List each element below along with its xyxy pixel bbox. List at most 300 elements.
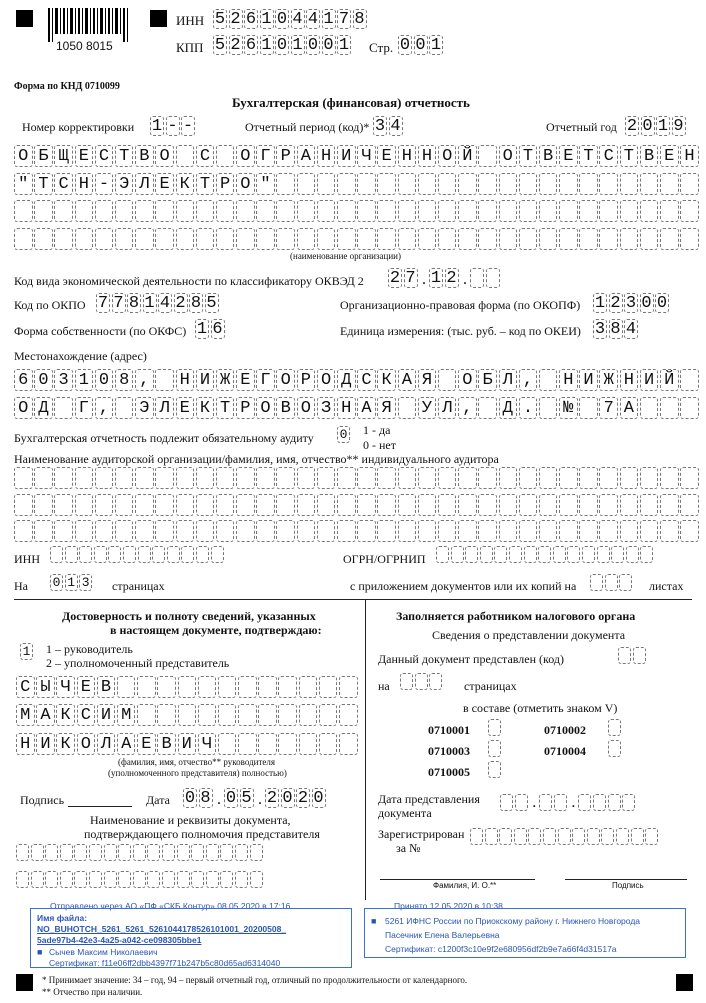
cell[interactable] (317, 494, 336, 516)
cell[interactable] (95, 467, 114, 489)
cell[interactable] (499, 467, 518, 489)
cell[interactable] (176, 494, 195, 516)
cell[interactable] (559, 520, 578, 542)
cell[interactable] (75, 228, 94, 250)
cell[interactable] (95, 494, 114, 516)
cell[interactable] (660, 200, 679, 222)
cell[interactable] (579, 173, 598, 195)
cell[interactable] (236, 200, 255, 222)
cell[interactable] (559, 173, 578, 195)
cell[interactable] (278, 704, 297, 726)
cell[interactable] (299, 676, 318, 698)
cell[interactable]: 5 (214, 35, 226, 55)
cell[interactable] (377, 494, 396, 516)
cell[interactable]: - (167, 116, 178, 136)
cell[interactable] (579, 200, 598, 222)
cell[interactable]: 8 (354, 9, 365, 29)
cell[interactable] (104, 871, 117, 888)
cell[interactable] (258, 733, 277, 755)
cell[interactable] (75, 200, 94, 222)
cell[interactable] (337, 520, 356, 542)
cell[interactable] (478, 173, 497, 195)
cell[interactable] (640, 520, 659, 542)
cell[interactable]: 1 (657, 116, 669, 136)
cell[interactable]: О (14, 145, 33, 167)
cell[interactable]: 1 (430, 35, 442, 55)
cell[interactable] (680, 200, 699, 222)
cell[interactable] (478, 397, 497, 419)
cell[interactable] (178, 704, 197, 726)
cell[interactable] (620, 228, 639, 250)
cell[interactable] (640, 494, 659, 516)
cell[interactable] (559, 200, 578, 222)
cell[interactable] (470, 268, 484, 288)
cell[interactable]: 1 (20, 643, 33, 660)
cell[interactable]: 2 (175, 293, 186, 313)
cell[interactable] (458, 494, 477, 516)
cell[interactable] (31, 844, 44, 861)
cell[interactable] (339, 704, 358, 726)
cell[interactable]: Й (458, 145, 477, 167)
cell[interactable] (660, 228, 679, 250)
cell[interactable]: Г (75, 397, 94, 419)
cell[interactable]: 0 (50, 574, 63, 591)
cell[interactable] (514, 828, 527, 845)
cell[interactable] (198, 676, 217, 698)
cell[interactable]: 8 (115, 369, 134, 391)
cell[interactable]: 0 (95, 369, 114, 391)
cell[interactable]: А (117, 733, 136, 755)
cell[interactable] (680, 520, 699, 542)
cell[interactable] (34, 494, 53, 516)
cell[interactable]: 1 (196, 319, 208, 339)
cell[interactable] (438, 369, 457, 391)
cell[interactable] (14, 520, 33, 542)
cell[interactable]: 8 (128, 293, 140, 313)
cell[interactable]: " (14, 173, 33, 195)
cell[interactable] (135, 494, 154, 516)
cell[interactable] (297, 520, 316, 542)
cell[interactable]: К (196, 397, 215, 419)
cell[interactable] (54, 494, 73, 516)
cell[interactable] (524, 546, 537, 563)
cell[interactable] (250, 844, 263, 861)
cell[interactable] (519, 494, 538, 516)
cell[interactable] (216, 145, 235, 167)
cell[interactable] (539, 200, 558, 222)
form-0710002-cell[interactable] (608, 719, 623, 736)
cell[interactable] (398, 467, 417, 489)
cell[interactable] (45, 871, 58, 888)
cell[interactable] (238, 676, 257, 698)
cell[interactable] (499, 494, 518, 516)
cell[interactable]: А (357, 397, 376, 419)
cell[interactable] (299, 733, 318, 755)
cell[interactable] (191, 844, 204, 861)
cell[interactable] (157, 676, 176, 698)
cell[interactable]: А (297, 145, 316, 167)
cell[interactable] (167, 546, 180, 563)
cell[interactable] (45, 844, 58, 861)
cell[interactable] (206, 844, 219, 861)
cell[interactable] (377, 467, 396, 489)
cell[interactable] (539, 228, 558, 250)
cell[interactable] (133, 844, 146, 861)
cell[interactable] (319, 733, 338, 755)
cell[interactable]: 1 (75, 369, 94, 391)
cell[interactable]: " (256, 173, 275, 195)
cell[interactable]: 7 (405, 268, 416, 288)
cell[interactable] (478, 228, 497, 250)
cell[interactable] (488, 761, 501, 778)
cell[interactable]: О (155, 145, 174, 167)
cell[interactable]: Ч (56, 676, 75, 698)
cell[interactable] (176, 520, 195, 542)
cell[interactable] (478, 467, 497, 489)
cell[interactable] (276, 173, 295, 195)
cell[interactable]: Н (559, 369, 578, 391)
cell[interactable]: 0 (307, 35, 319, 55)
cell[interactable]: З (317, 397, 336, 419)
cell[interactable]: 0 (282, 788, 293, 808)
cell[interactable]: 1 (151, 116, 163, 136)
cell[interactable] (587, 828, 600, 845)
cell[interactable] (220, 844, 233, 861)
cell[interactable]: № (559, 397, 578, 419)
cell[interactable] (539, 397, 558, 419)
cell[interactable] (619, 574, 632, 591)
cell[interactable] (599, 520, 618, 542)
cell[interactable] (155, 200, 174, 222)
cell[interactable]: С (196, 145, 215, 167)
cell[interactable]: В (640, 145, 659, 167)
cell[interactable]: 0 (337, 426, 350, 443)
cell[interactable] (258, 704, 277, 726)
cell[interactable] (147, 844, 160, 861)
cell[interactable]: - (95, 173, 114, 195)
cell[interactable]: И (640, 369, 659, 391)
cell[interactable]: С (95, 145, 114, 167)
cell[interactable] (191, 871, 204, 888)
cell[interactable]: 5 (241, 788, 252, 808)
cell[interactable] (196, 228, 215, 250)
cell[interactable]: Ж (216, 369, 235, 391)
cell[interactable] (54, 467, 73, 489)
cell[interactable] (147, 871, 160, 888)
cell[interactable] (14, 467, 33, 489)
cell[interactable] (438, 173, 457, 195)
cell[interactable]: Е (660, 145, 679, 167)
cell[interactable] (499, 173, 518, 195)
cell[interactable]: 2 (389, 268, 401, 288)
cell[interactable] (660, 467, 679, 489)
cell[interactable] (118, 844, 131, 861)
cell[interactable] (34, 200, 53, 222)
cell[interactable] (152, 546, 165, 563)
cell[interactable] (578, 794, 591, 811)
cell[interactable] (276, 200, 295, 222)
cell[interactable]: Е (559, 145, 578, 167)
cell[interactable] (235, 871, 248, 888)
cell[interactable] (519, 467, 538, 489)
cell[interactable] (620, 200, 639, 222)
cell[interactable] (216, 200, 235, 222)
cell[interactable] (539, 173, 558, 195)
cell[interactable] (162, 871, 175, 888)
cell[interactable] (539, 467, 558, 489)
cell[interactable] (488, 719, 501, 736)
cell[interactable]: И (97, 704, 116, 726)
cell[interactable] (14, 200, 33, 222)
cell[interactable] (60, 871, 73, 888)
cell[interactable] (601, 828, 614, 845)
cell[interactable] (418, 494, 437, 516)
cell[interactable]: Э (135, 397, 154, 419)
cell[interactable]: А (620, 397, 639, 419)
cell[interactable] (357, 467, 376, 489)
cell[interactable] (438, 200, 457, 222)
cell[interactable] (608, 794, 621, 811)
cell[interactable] (235, 844, 248, 861)
cell[interactable] (553, 546, 566, 563)
cell[interactable] (196, 520, 215, 542)
cell[interactable] (582, 546, 595, 563)
cell[interactable] (640, 173, 659, 195)
cell[interactable]: 6 (14, 369, 33, 391)
cell[interactable] (626, 546, 639, 563)
cell[interactable]: С (77, 704, 96, 726)
cell[interactable] (54, 397, 73, 419)
cell[interactable] (458, 173, 477, 195)
cell[interactable]: Н (337, 397, 356, 419)
cell[interactable]: И (196, 369, 215, 391)
cell[interactable] (339, 676, 358, 698)
cell[interactable]: 0 (34, 369, 53, 391)
cell[interactable] (458, 467, 477, 489)
cell[interactable]: 3 (79, 574, 92, 591)
cell[interactable] (216, 520, 235, 542)
cell[interactable]: 3 (54, 369, 73, 391)
cell[interactable] (377, 173, 396, 195)
cell[interactable]: К (56, 733, 75, 755)
cell[interactable]: М (16, 704, 35, 726)
cell[interactable]: Н (398, 145, 417, 167)
cell[interactable] (34, 228, 53, 250)
cell[interactable]: О (276, 369, 295, 391)
cell[interactable] (436, 546, 449, 563)
cell[interactable] (357, 228, 376, 250)
cell[interactable]: Н (317, 145, 336, 167)
cell[interactable] (236, 520, 255, 542)
cell[interactable] (54, 200, 73, 222)
cell[interactable] (357, 520, 376, 542)
cell[interactable]: Р (297, 369, 316, 391)
cell[interactable]: И (36, 733, 55, 755)
cell[interactable]: И (178, 733, 197, 755)
cell[interactable] (608, 719, 621, 736)
cell[interactable] (357, 173, 376, 195)
cell[interactable] (509, 546, 522, 563)
cell[interactable] (470, 828, 483, 845)
cell[interactable] (276, 520, 295, 542)
cell[interactable]: К (176, 173, 195, 195)
cell[interactable] (538, 546, 551, 563)
cell[interactable] (528, 828, 541, 845)
cell[interactable] (620, 173, 639, 195)
cell[interactable] (177, 844, 190, 861)
cell[interactable]: 2 (230, 9, 241, 29)
cell[interactable] (155, 467, 174, 489)
cell[interactable] (519, 520, 538, 542)
cell[interactable]: О (256, 397, 275, 419)
cell[interactable] (559, 494, 578, 516)
cell[interactable] (117, 676, 136, 698)
cell[interactable] (337, 494, 356, 516)
cell[interactable]: 2 (230, 35, 241, 55)
cell[interactable]: Р (216, 173, 235, 195)
cell[interactable]: 0 (656, 293, 668, 313)
cell[interactable] (14, 494, 33, 516)
cell[interactable] (680, 228, 699, 250)
cell[interactable] (640, 467, 659, 489)
cell[interactable] (236, 467, 255, 489)
cell[interactable]: Т (519, 145, 538, 167)
cell[interactable] (590, 574, 603, 591)
cell[interactable] (640, 546, 653, 563)
cell[interactable] (579, 520, 598, 542)
cell[interactable] (458, 200, 477, 222)
cell[interactable]: 0 (642, 116, 653, 136)
cell[interactable]: 1 (261, 9, 272, 29)
cell[interactable] (494, 546, 507, 563)
cell[interactable]: Н (418, 145, 437, 167)
cell[interactable] (543, 828, 556, 845)
cell[interactable]: 1 (430, 268, 442, 288)
cell[interactable]: О (499, 145, 518, 167)
cell[interactable]: Л (499, 369, 518, 391)
cell[interactable] (616, 828, 629, 845)
cell[interactable] (558, 828, 571, 845)
cell[interactable]: 3 (374, 116, 386, 136)
cell[interactable] (418, 467, 437, 489)
cell[interactable] (115, 200, 134, 222)
cell[interactable] (135, 520, 154, 542)
cell[interactable] (485, 828, 498, 845)
cell[interactable]: О (236, 173, 255, 195)
cell[interactable] (115, 467, 134, 489)
cell[interactable]: Э (115, 173, 134, 195)
cell[interactable] (599, 494, 618, 516)
cell[interactable] (196, 546, 209, 563)
cell[interactable] (155, 520, 174, 542)
cell[interactable]: В (539, 145, 558, 167)
cell[interactable] (198, 704, 217, 726)
cell[interactable]: 1 (338, 35, 350, 55)
cell[interactable]: 0 (276, 9, 288, 29)
cell[interactable]: . (519, 397, 538, 419)
cell[interactable] (608, 740, 621, 757)
cell[interactable] (317, 228, 336, 250)
cell[interactable]: 0 (313, 788, 324, 808)
cell[interactable]: Д (34, 397, 53, 419)
cell[interactable]: 2 (266, 788, 278, 808)
cell[interactable] (16, 871, 29, 888)
cell[interactable] (438, 467, 457, 489)
cell[interactable] (220, 871, 233, 888)
cell[interactable]: 4 (390, 116, 401, 136)
cell[interactable] (554, 794, 567, 811)
cell[interactable] (238, 733, 257, 755)
cell[interactable] (400, 673, 413, 690)
cell[interactable] (54, 520, 73, 542)
cell[interactable]: Н (75, 173, 94, 195)
cell[interactable] (256, 494, 275, 516)
cell[interactable] (620, 494, 639, 516)
cell[interactable]: Б (478, 369, 497, 391)
cell[interactable]: Е (137, 733, 156, 755)
form-0710004-cell[interactable] (608, 740, 623, 757)
cell[interactable] (135, 200, 154, 222)
cell[interactable] (599, 467, 618, 489)
cell[interactable]: 7 (97, 293, 109, 313)
cell[interactable] (75, 467, 94, 489)
cell[interactable]: Я (377, 397, 396, 419)
form-0710003-cell[interactable] (488, 740, 503, 757)
cell[interactable] (478, 520, 497, 542)
cell[interactable] (297, 200, 316, 222)
cell[interactable]: 3 (625, 293, 637, 313)
cell[interactable]: И (337, 145, 356, 167)
cell[interactable] (438, 494, 457, 516)
cell[interactable]: 6 (245, 9, 257, 29)
cell[interactable]: Л (135, 173, 154, 195)
cell[interactable] (398, 200, 417, 222)
cell[interactable] (337, 173, 356, 195)
cell[interactable] (620, 520, 639, 542)
cell[interactable]: 4 (292, 9, 303, 29)
cell[interactable] (429, 673, 442, 690)
cell[interactable] (579, 228, 598, 250)
cell[interactable]: О (317, 369, 336, 391)
cell[interactable]: О (77, 733, 96, 755)
cell[interactable] (137, 676, 156, 698)
cell[interactable] (236, 228, 255, 250)
cell[interactable] (135, 228, 154, 250)
cell[interactable]: О (438, 145, 457, 167)
cell[interactable] (398, 520, 417, 542)
cell[interactable] (478, 494, 497, 516)
cell[interactable] (357, 200, 376, 222)
cell[interactable]: 5 (214, 9, 226, 29)
cell[interactable]: О (458, 369, 477, 391)
cell[interactable]: Р (276, 145, 295, 167)
cell[interactable] (256, 467, 275, 489)
cell[interactable]: Я (418, 369, 437, 391)
cell[interactable] (622, 794, 635, 811)
cell[interactable]: О (14, 397, 33, 419)
cell[interactable] (398, 397, 417, 419)
cell[interactable]: Т (115, 145, 134, 167)
cell[interactable]: Т (620, 145, 639, 167)
cell[interactable]: 4 (307, 9, 319, 29)
cell[interactable] (135, 467, 154, 489)
cell[interactable] (317, 200, 336, 222)
cell[interactable]: А (36, 704, 55, 726)
cell[interactable] (137, 704, 156, 726)
cell[interactable] (319, 676, 338, 698)
cell[interactable] (640, 228, 659, 250)
cell[interactable]: Р (236, 397, 255, 419)
